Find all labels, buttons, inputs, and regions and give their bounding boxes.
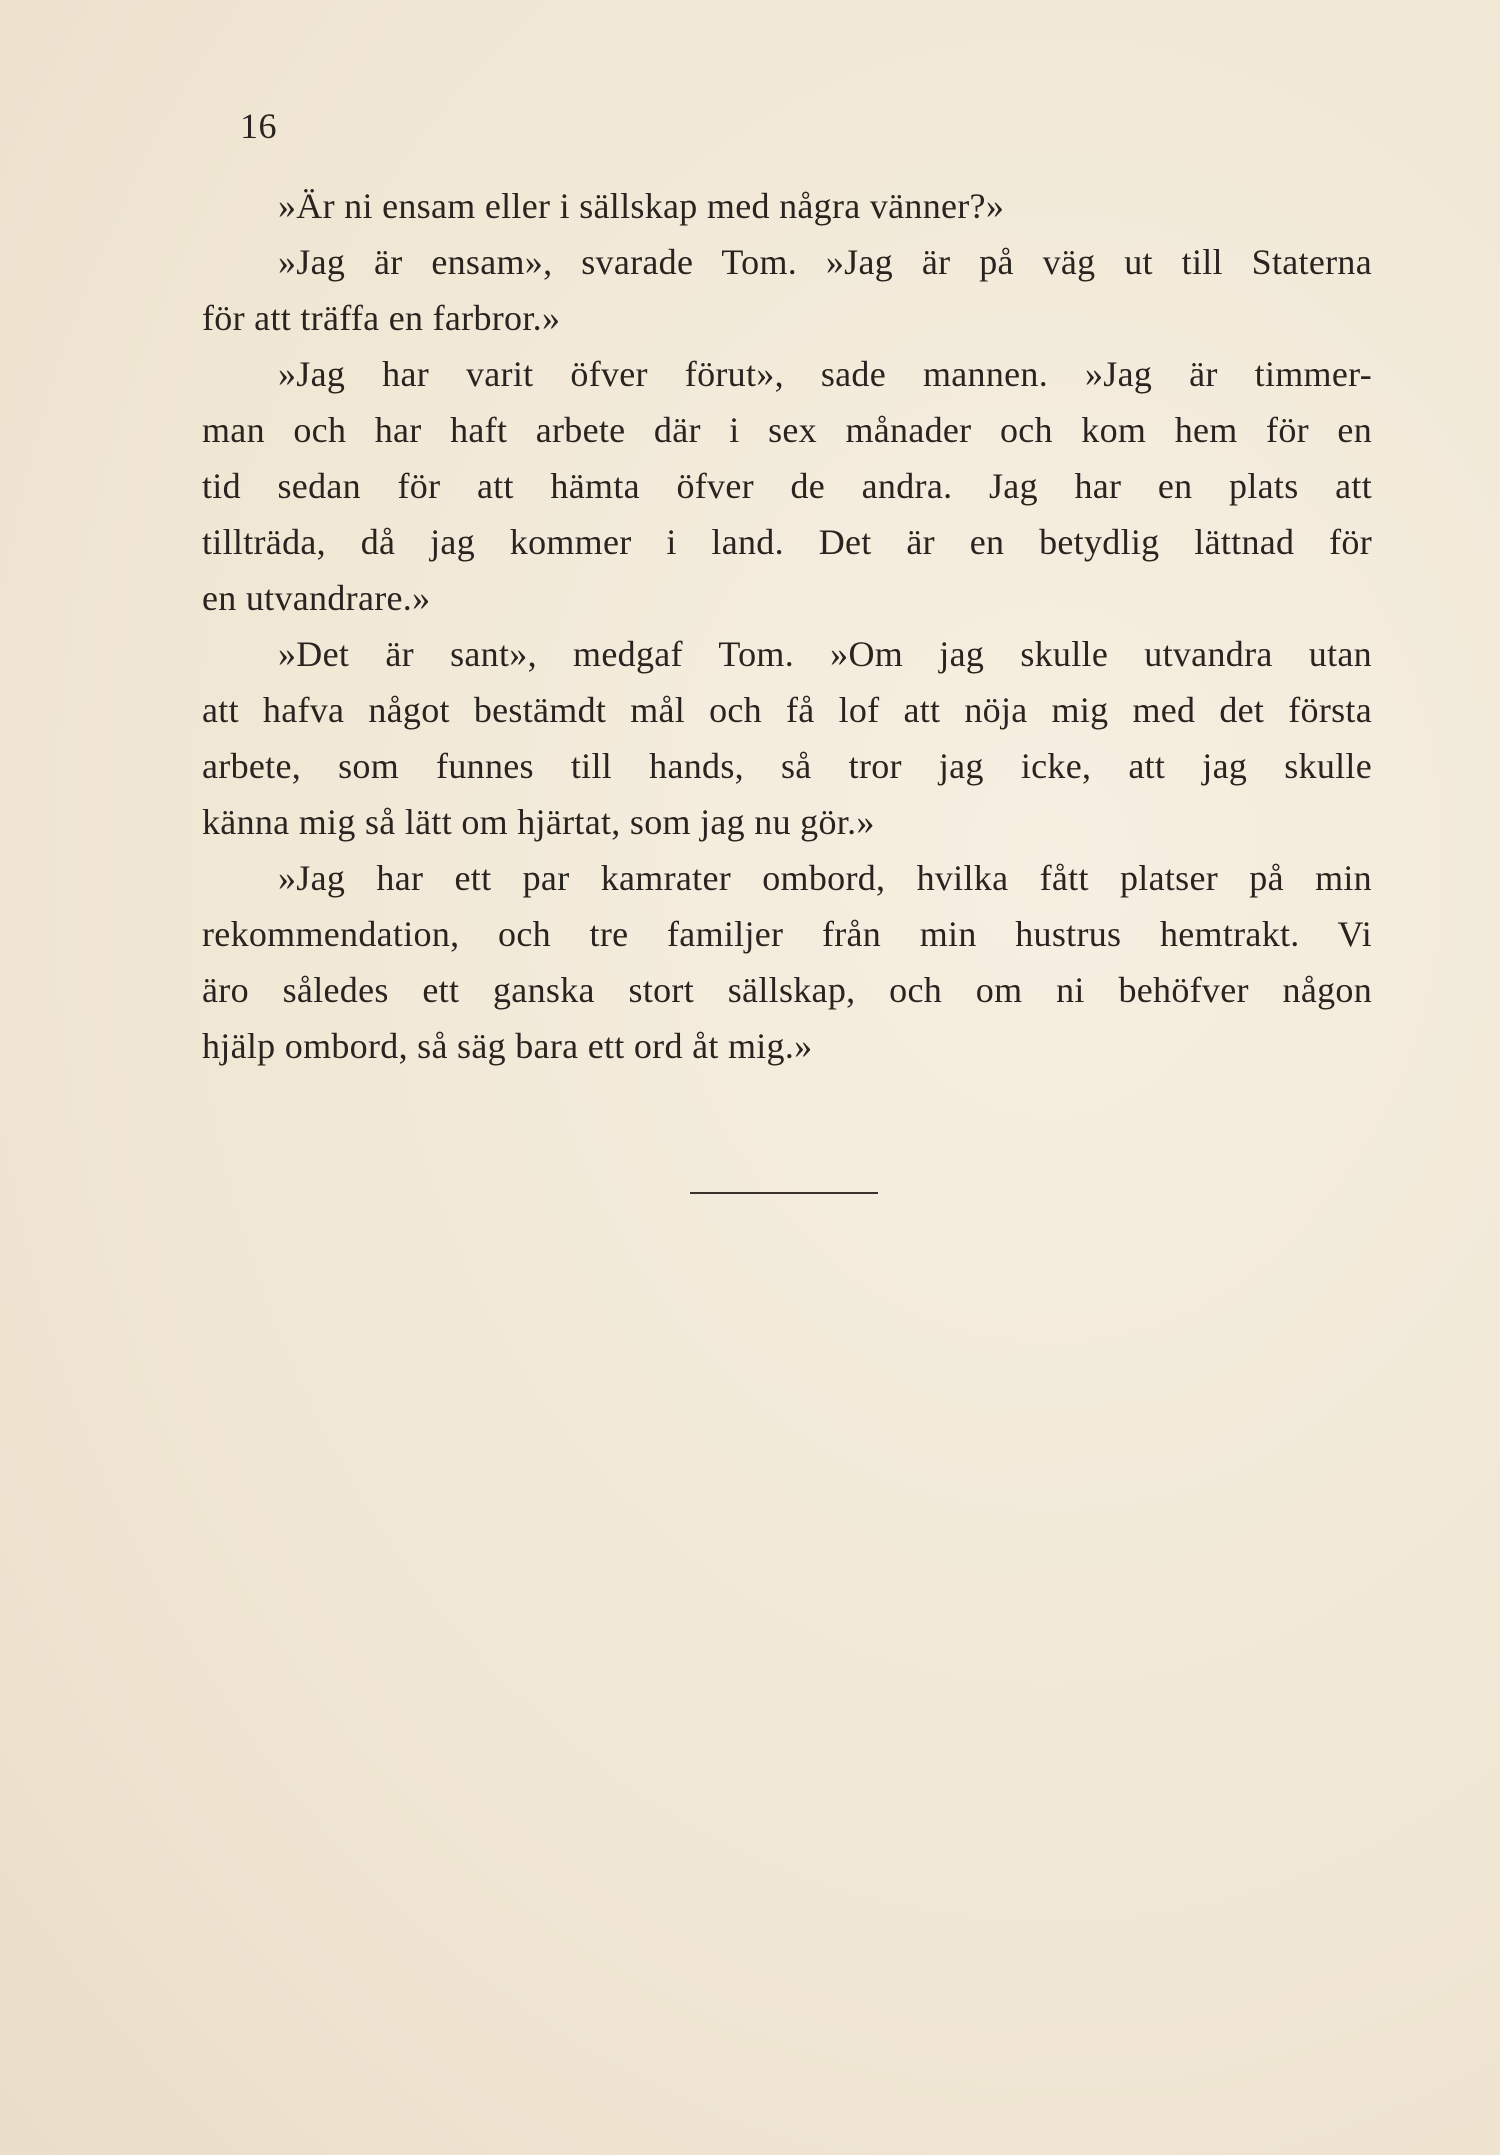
text-line: »Det är sant», medgaf Tom. »Om jag skulle utvandra utan <box>278 634 1372 674</box>
text-line: »Är ni ensam eller i sällskap med några vänner?» <box>278 186 1005 226</box>
body-text <box>202 178 1372 1074</box>
text-line: en utvandrare.» <box>202 578 431 618</box>
text-line: tillträda, då jag kommer i land. Det är en betydlig lättnad för <box>202 522 1372 562</box>
text-line: rekommendation, och tre familjer från min hustrus hemtrakt. Vi <box>202 914 1372 954</box>
text-line: »Jag är ensam», svarade Tom. »Jag är på väg ut till Staterna <box>278 242 1372 282</box>
text-line: hjälp ombord, så säg bara ett ord åt mig.» <box>202 1026 813 1066</box>
text-line: »Jag har varit öfver förut», sade mannen. »Jag är timmer- <box>278 354 1372 394</box>
text-line: känna mig så lätt om hjärtat, som jag nu gör.» <box>202 802 875 842</box>
text-line: äro således ett ganska stort sällskap, och om ni behöfver någon <box>202 970 1372 1010</box>
text-line: »Jag har ett par kamrater ombord, hvilka fått platser på min <box>278 858 1372 898</box>
text-line: att hafva något bestämdt mål och få lof att nöja mig med det första <box>202 690 1372 730</box>
text-line: tid sedan för att hämta öfver de andra. Jag har en plats att <box>202 466 1372 506</box>
page-number: 16 <box>240 106 277 146</box>
text-line: för att träffa en farbror.» <box>202 298 561 338</box>
text-line: man och har haft arbete där i sex månader och kom hem för en <box>202 410 1372 450</box>
text-line: arbete, som funnes till hands, så tror jag icke, att jag skulle <box>202 746 1372 786</box>
section-divider <box>690 1192 878 1194</box>
